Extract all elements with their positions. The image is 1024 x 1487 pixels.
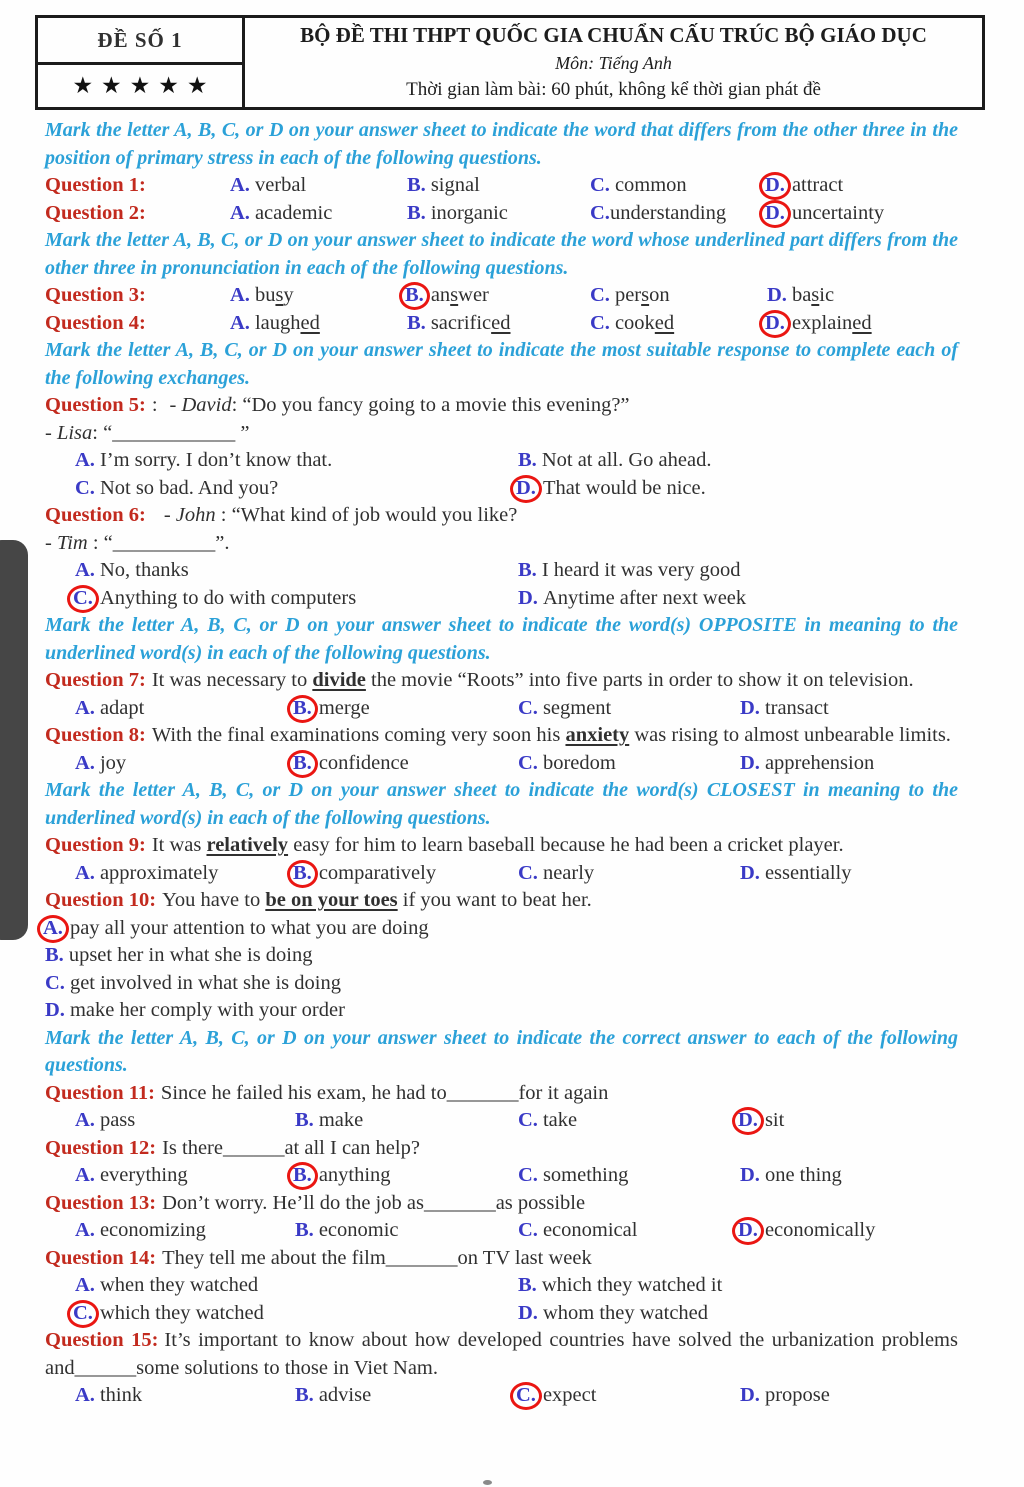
option-text: take (542, 1109, 578, 1131)
question-label: Question 14: (45, 1246, 157, 1269)
option-a (75, 860, 295, 888)
header-right-column (245, 18, 982, 107)
underlined-word: relatively (206, 834, 289, 856)
dialog-text: : “Do you fancy going to a movie this evening?” (231, 394, 630, 416)
option-b (295, 860, 518, 888)
option-c (518, 695, 740, 723)
option-text: expect (542, 1384, 597, 1406)
exam-number: ĐỀ SỐ 1 (38, 18, 242, 65)
dialog-text: : “__________”. (87, 531, 230, 554)
option-text: Anytime after next week (542, 586, 747, 609)
option-a (75, 1107, 295, 1135)
option-a (230, 310, 407, 338)
option-d (518, 585, 958, 613)
dialog-text: : “____________ ” (92, 421, 250, 444)
option-letter: C. (590, 311, 610, 334)
question-5-options-row1 (75, 447, 958, 475)
option-c (590, 200, 767, 228)
option-text: merge (318, 696, 370, 719)
option-d (740, 1217, 958, 1245)
underlined-word: divide (312, 669, 366, 691)
option-b (407, 282, 590, 310)
option-text: person (614, 284, 670, 306)
option-text: Not so bad. And you? (99, 476, 279, 499)
option-text: sit (764, 1109, 785, 1131)
option-text: segment (542, 696, 612, 719)
option-text: anything (318, 1164, 391, 1186)
question-pre: It was (151, 834, 207, 856)
question-post: if you want to beat her. (397, 889, 592, 911)
question-5-line2 (45, 420, 958, 448)
option-letter: A. (230, 174, 250, 196)
option-text: That would be nice. (542, 476, 706, 499)
option-letter: D. (740, 696, 760, 719)
option-text: economical (542, 1219, 638, 1241)
question-15-text (45, 1327, 958, 1382)
option-d (740, 1162, 958, 1190)
option-b (295, 750, 518, 778)
option-a (75, 1162, 295, 1190)
option-a (75, 1217, 295, 1245)
question-12-options (75, 1162, 958, 1190)
option-letter: B. (287, 860, 318, 888)
instruction-closest: Mark the letter A, B, C, or D on your answer sheet to indicate the word(s) CLOSEST in meaning to the underlined word(s) in each of the following questions. (45, 779, 958, 829)
option-d (767, 200, 958, 228)
option-a (75, 695, 295, 723)
option-text: which they watched it (541, 1274, 723, 1296)
option-c (518, 750, 740, 778)
option-letter: C. (518, 696, 538, 719)
option-letter: B. (287, 1162, 318, 1190)
option-letter: C. (518, 861, 538, 884)
option-letter: B. (295, 1384, 314, 1406)
question-11-options (75, 1107, 958, 1135)
option-c (590, 172, 767, 200)
question-4 (45, 310, 958, 338)
question-5-line1 (45, 392, 958, 420)
dialog-text: : “What kind of job would you like? (215, 504, 518, 526)
option-letter: B. (295, 1109, 314, 1131)
option-letter: D. (510, 475, 542, 503)
option-text: I’m sorry. I don’t know that. (99, 449, 333, 471)
question-8-text (45, 722, 958, 750)
option-letter: A. (37, 915, 69, 943)
option-letter: D. (732, 1107, 764, 1135)
option-text: attract (791, 174, 844, 196)
option-b (407, 172, 590, 200)
option-letter: A. (75, 559, 95, 581)
option-text: busy (254, 284, 294, 306)
option-letter: D. (759, 200, 791, 228)
question-15-options (75, 1382, 958, 1410)
option-letter: A. (75, 1219, 95, 1241)
question-label: Question 10: (45, 889, 157, 911)
option-b (295, 1162, 518, 1190)
option-letter: B. (287, 695, 318, 723)
option-letter: C. (45, 971, 65, 994)
underlined-phrase: be on your toes (265, 889, 398, 911)
option-text: sacrificed (430, 311, 511, 334)
option-b (518, 447, 958, 475)
option-b (295, 1217, 518, 1245)
option-b (295, 695, 518, 723)
question-9-options (75, 860, 958, 888)
option-letter: A. (75, 861, 95, 884)
question-label: Question 13: (45, 1191, 157, 1214)
question-5-options-row2 (75, 475, 958, 503)
option-text: Anything to do with computers (99, 586, 357, 609)
question-14-options-row2 (75, 1300, 958, 1328)
question-label: Question 15: (45, 1329, 159, 1351)
question-10-option-d (45, 997, 958, 1025)
option-a (230, 172, 407, 200)
option-text: apprehension (764, 751, 875, 774)
question-pre: It was necessary to (151, 669, 313, 691)
question-post: was rising to almost unbearable limits. (629, 724, 951, 746)
option-a (230, 200, 407, 228)
question-6-options-row1 (75, 557, 958, 585)
instruction-exchanges: Mark the letter A, B, C, or D on your answer sheet to indicate the most suitable response to complete each of the following exchanges. (45, 339, 958, 389)
option-letter: A. (75, 449, 95, 471)
option-text: common (614, 174, 687, 196)
option-letter: A. (75, 1109, 95, 1131)
question-10-option-c (45, 970, 958, 998)
exam-title: BỘ ĐỀ THI THPT QUỐC GIA CHUẨN CẤU TRÚC BỘ GIÁO DỤC (300, 23, 927, 47)
option-d (740, 1382, 958, 1410)
question-10-text (45, 887, 958, 915)
option-text: adapt (99, 696, 145, 719)
option-letter: A. (75, 1274, 95, 1296)
question-label: Question 4: (45, 311, 146, 334)
option-text: make (318, 1109, 364, 1131)
option-d (767, 172, 958, 200)
exam-header-table (35, 15, 985, 110)
option-c (518, 1162, 740, 1190)
option-d (767, 282, 958, 310)
question-label: Question 6: (45, 504, 146, 526)
option-b (295, 1382, 518, 1410)
option-letter: B. (45, 944, 64, 966)
option-letter: D. (732, 1217, 764, 1245)
option-d (740, 695, 958, 723)
option-d (767, 310, 958, 338)
dialog-dash: - (163, 504, 176, 526)
option-letter: A. (75, 696, 95, 719)
option-letter: B. (518, 559, 537, 581)
option-c (590, 310, 767, 338)
option-text: boredom (542, 751, 616, 774)
option-letter: B. (407, 174, 426, 196)
option-text: nearly (542, 861, 595, 884)
option-a (75, 1382, 295, 1410)
option-text: understanding (609, 201, 727, 224)
option-letter: B. (399, 282, 430, 310)
speaker-name: David (181, 394, 232, 416)
option-d (740, 860, 958, 888)
option-d (740, 750, 958, 778)
option-text: signal (430, 174, 480, 196)
difficulty-stars: ★★★★★ (72, 73, 216, 98)
option-text: pay all your attention to what you are doing (69, 916, 429, 939)
extra-colon: : (151, 394, 158, 416)
option-letter: B. (407, 311, 426, 334)
option-text: basic (791, 284, 835, 306)
instruction-opposite: Mark the letter A, B, C, or D on your answer sheet to indicate the word(s) OPPOSITE in meaning to the underlined word(s) in each of the following questions. (45, 614, 958, 664)
question-label: Question 5: (45, 394, 146, 416)
question-body: They tell me about the film_______on TV last week (162, 1246, 592, 1269)
option-text: get involved in what she is doing (69, 971, 341, 994)
option-letter: B. (295, 1219, 314, 1241)
question-label: Question 2: (45, 201, 146, 224)
option-text: upset her in what she is doing (68, 944, 313, 966)
option-letter: A. (75, 1164, 95, 1186)
question-8-options (75, 750, 958, 778)
option-letter: C. (75, 476, 95, 499)
header-left-column (38, 18, 245, 107)
option-text: confidence (318, 751, 409, 774)
option-c (590, 282, 767, 310)
option-text: academic (254, 201, 333, 224)
option-letter: C. (518, 1109, 538, 1131)
option-text: joy (99, 751, 127, 774)
question-label: Question 1: (45, 174, 146, 196)
option-text: whom they watched (542, 1301, 709, 1324)
option-letter: C. (518, 1219, 538, 1241)
option-letter: C. (510, 1382, 542, 1410)
option-a (230, 282, 407, 310)
option-letter: D. (767, 284, 787, 306)
dialog-dash: - (45, 421, 57, 444)
underlined-word: anxiety (565, 724, 630, 746)
option-b (518, 1272, 958, 1300)
question-10-option-b (45, 942, 958, 970)
option-letter: D. (740, 861, 760, 884)
option-b (407, 310, 590, 338)
question-9-text (45, 832, 958, 860)
speaker-name: Lisa (56, 421, 93, 444)
question-label: Question 8: (45, 724, 146, 746)
question-1 (45, 172, 958, 200)
option-b (518, 557, 958, 585)
option-text: cooked (614, 311, 675, 334)
option-letter: C. (590, 174, 610, 196)
option-text: economic (318, 1219, 399, 1241)
option-letter: C. (67, 1300, 99, 1328)
question-body: It’s important to know about how developed countries have solved the urbanization problems and______some solutions to those in Viet Nam. (45, 1329, 958, 1379)
exam-subject: Môn: Tiếng Anh (555, 53, 672, 73)
option-text: inorganic (430, 201, 508, 224)
question-post: easy for him to learn baseball because he had been a cricket player. (288, 834, 844, 856)
question-body: Since he failed his exam, he had to_______for it again (160, 1081, 609, 1104)
option-letter: A. (75, 1384, 95, 1406)
option-letter: C. (590, 201, 610, 224)
option-letter: C. (518, 751, 538, 774)
option-text: No, thanks (99, 559, 189, 581)
option-text: transact (764, 696, 829, 719)
option-c (75, 1300, 518, 1328)
option-text: economically (764, 1219, 876, 1241)
option-text: laughed (254, 311, 320, 334)
option-c (518, 860, 740, 888)
option-letter: D. (759, 172, 791, 200)
question-label: Question 11: (45, 1081, 155, 1104)
option-letter: D. (759, 310, 791, 338)
question-pre: With the final examinations coming very soon his (151, 724, 566, 746)
question-label: Question 12: (45, 1136, 157, 1159)
option-letter: B. (287, 750, 318, 778)
question-6-line1 (45, 502, 958, 530)
option-a (75, 557, 518, 585)
option-letter: D. (740, 1164, 760, 1186)
question-11-text (45, 1080, 958, 1108)
option-text: verbal (254, 174, 307, 196)
option-letter: D. (45, 999, 65, 1021)
option-text: when they watched (99, 1274, 259, 1296)
question-body: Don’t worry. He’ll do the job as_______as possible (162, 1191, 586, 1214)
option-text: approximately (99, 861, 219, 884)
question-label: Question 3: (45, 284, 146, 306)
speaker-name: John (175, 504, 216, 526)
option-text: answer (430, 284, 489, 306)
option-letter: C. (590, 284, 610, 306)
option-a (75, 1272, 518, 1300)
option-text: economizing (99, 1219, 206, 1241)
scan-artifact-dot (483, 1480, 492, 1485)
instruction-stress: Mark the letter A, B, C, or D on your answer sheet to indicate the word that differs from the other three in the position of primary stress in each of the following questions. (45, 119, 958, 169)
option-c (518, 1382, 740, 1410)
option-c (75, 585, 518, 613)
option-text: comparatively (318, 861, 437, 884)
option-letter: C. (67, 585, 99, 613)
option-text: think (99, 1384, 143, 1406)
option-text: one thing (764, 1164, 842, 1186)
option-b (407, 200, 590, 228)
question-post: the movie “Roots” into five parts in order to show it on television. (365, 669, 914, 691)
option-letter: A. (230, 311, 250, 334)
exam-duration: Thời gian làm bài: 60 phút, không kể thời gian phát đề (406, 79, 821, 100)
option-d (518, 475, 958, 503)
question-3 (45, 282, 958, 310)
question-body: Is there______at all I can help? (162, 1136, 420, 1159)
instruction-pronunciation: Mark the letter A, B, C, or D on your answer sheet to indicate the word whose underlined part differs from the other three in pronunciation in each of the following questions. (45, 229, 958, 279)
question-label: Question 9: (45, 834, 146, 856)
option-a (75, 447, 518, 475)
option-letter: B. (518, 449, 537, 471)
option-text: essentially (764, 861, 852, 884)
option-text: everything (99, 1164, 188, 1186)
option-b (295, 1107, 518, 1135)
question-14-options-row1 (75, 1272, 958, 1300)
option-text: advise (318, 1384, 372, 1406)
option-text: I heard it was very good (541, 559, 741, 581)
option-letter: D. (518, 1301, 538, 1324)
dialog-dash: - (45, 531, 57, 554)
option-text: make her comply with your order (69, 999, 345, 1021)
option-d (518, 1300, 958, 1328)
option-c (75, 475, 518, 503)
option-letter: C. (518, 1164, 538, 1186)
option-text: Not at all. Go ahead. (541, 449, 712, 471)
option-text: uncertainty (791, 201, 885, 224)
option-text: something (542, 1164, 629, 1186)
question-pre: You have to (162, 889, 266, 911)
exam-body (0, 117, 1024, 1410)
question-label: Question 7: (45, 669, 146, 691)
option-letter: D. (518, 586, 538, 609)
option-letter: B. (518, 1274, 537, 1296)
option-letter: A. (230, 284, 250, 306)
question-2 (45, 200, 958, 228)
question-12-text (45, 1135, 958, 1163)
option-a (75, 750, 295, 778)
option-text: propose (764, 1384, 830, 1406)
instruction-correct-answer: Mark the letter A, B, C, or D on your answer sheet to indicate the correct answer to each of the following questions. (45, 1026, 958, 1076)
side-drawer-handle[interactable] (0, 540, 28, 940)
speaker-name: Tim (56, 531, 88, 554)
option-letter: D. (740, 1384, 760, 1406)
question-7-text (45, 667, 958, 695)
question-6-options-row2 (75, 585, 958, 613)
question-13-text (45, 1190, 958, 1218)
question-13-options (75, 1217, 958, 1245)
dialog-dash: - (169, 394, 182, 416)
option-letter: A. (230, 201, 250, 224)
option-letter: A. (75, 751, 95, 774)
question-14-text (45, 1245, 958, 1273)
option-text: explained (791, 311, 872, 334)
option-d (740, 1107, 958, 1135)
option-letter: D. (740, 751, 760, 774)
question-7-options (75, 695, 958, 723)
option-text: pass (99, 1109, 136, 1131)
option-text: which they watched (99, 1301, 264, 1324)
option-c (518, 1217, 740, 1245)
option-c (518, 1107, 740, 1135)
option-letter: B. (407, 201, 426, 224)
question-6-line2 (45, 530, 958, 558)
question-10-option-a (45, 915, 958, 943)
